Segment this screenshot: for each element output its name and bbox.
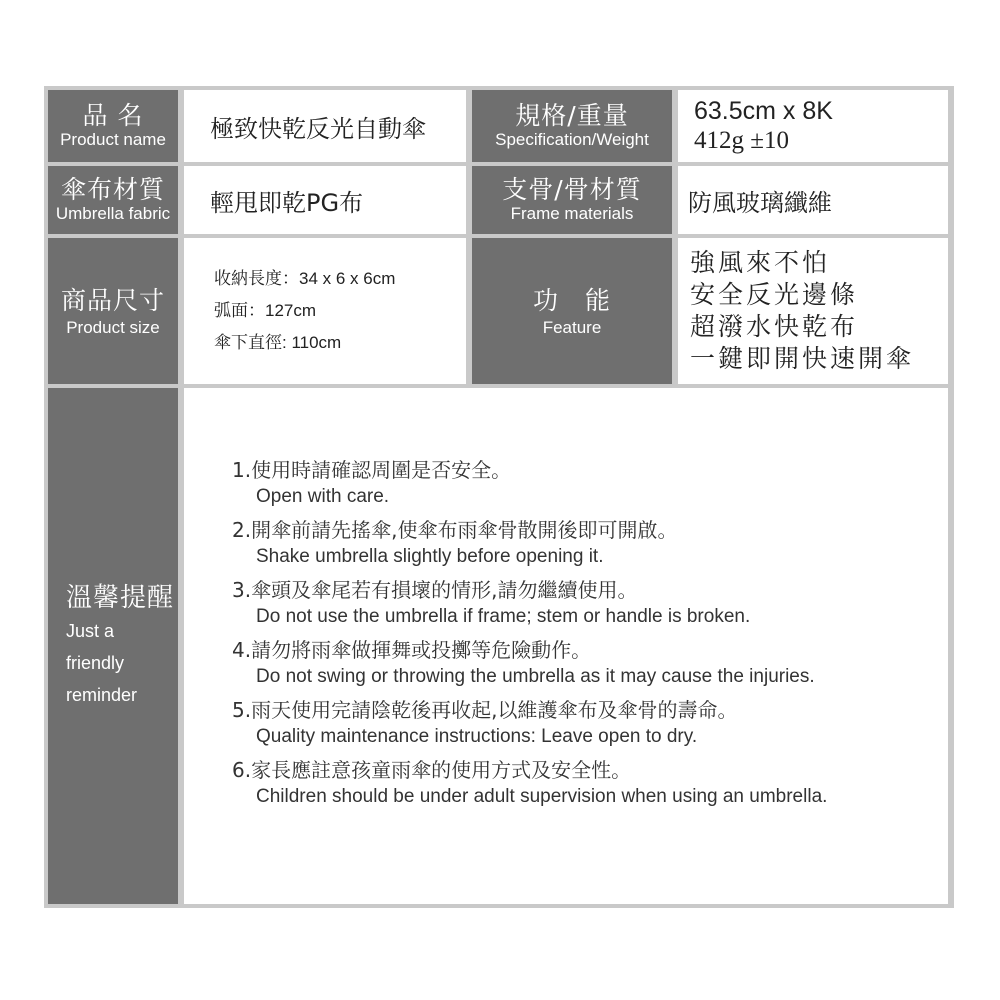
frame-materials-header (472, 166, 672, 234)
reminder-note-en: Do not use the umbrella if frame; stem or handle is broken. (256, 606, 751, 627)
reminder-note-zh: 5.雨天使用完請陰乾後再收起,以維護傘布及傘骨的壽命。 (232, 698, 738, 722)
reminder-note-en: Open with care. (256, 486, 390, 507)
product-name-header-en: Product name (60, 130, 166, 149)
reminder-header-en-line: friendly (66, 653, 125, 673)
reminder-note (232, 456, 928, 510)
reminder-header-zh: 溫馨提醒 (66, 583, 175, 613)
frame-materials-value-cell (678, 166, 948, 234)
reminder-note-zh: 4.請勿將雨傘做揮舞或投擲等危險動作。 (232, 638, 592, 662)
reminder-note-zh: 6.家長應註意孩童雨傘的使用方式及安全性。 (232, 758, 632, 782)
weight-value: 412g ±10 (694, 127, 789, 154)
product-size-lines (184, 263, 395, 359)
spec-table (44, 86, 954, 908)
umbrella-fabric-header-zh: 傘布材質 (60, 175, 165, 204)
reminder-note-en: Shake umbrella slightly before opening it. (256, 546, 604, 567)
feature-header (472, 238, 672, 384)
canopy-diameter-value: 傘下直徑: 110cm (214, 333, 342, 352)
umbrella-fabric-value-cell (184, 166, 466, 234)
spec-weight-header (472, 90, 672, 162)
product-size-header-zh: 商品尺寸 (60, 286, 165, 315)
feature-item: 安全反光邊條 (690, 280, 859, 309)
feature-header-zh: 功 能 (532, 286, 611, 315)
product-name-header (48, 90, 178, 162)
reminder-header (48, 388, 178, 904)
reminder-note-en: Quality maintenance instructions: Leave open to dry. (256, 726, 698, 747)
reminder-header-en-line: reminder (66, 685, 138, 705)
feature-value-cell (678, 238, 948, 384)
feature-item: 一鍵即開快速開傘 (690, 344, 915, 373)
product-name-value: 極致快乾反光自動傘 (210, 114, 426, 143)
frame-materials-header-en: Frame materials (510, 204, 634, 223)
reminder-note-en: Do not swing or throwing the umbrella as it may cause the injuries. (256, 666, 815, 687)
reminder-notes-list (232, 456, 928, 816)
feature-item: 超潑水快乾布 (690, 312, 859, 341)
umbrella-fabric-header (48, 166, 178, 234)
spec-weight-header-zh: 規格/重量 (515, 101, 629, 130)
product-size-header-en: Product size (66, 318, 160, 337)
reminder-note-zh: 3.傘頭及傘尾若有損壞的情形,請勿繼續使用。 (232, 578, 638, 602)
product-size-value-cell (184, 238, 466, 384)
feature-header-en: Feature (542, 318, 602, 337)
frame-materials-header-zh: 支骨/骨材質 (502, 175, 642, 204)
feature-item: 強風來不怕 (690, 248, 831, 277)
reminder-note (232, 696, 928, 750)
umbrella-fabric-header-en: Umbrella fabric (55, 204, 171, 223)
spec-weight-header-en: Specification/Weight (495, 130, 649, 149)
product-size-header (48, 238, 178, 384)
feature-list (678, 247, 914, 375)
spec-dimension-value: 63.5cm x 8K (694, 97, 833, 125)
reminder-note-en: Children should be under adult supervision when using an umbrella. (256, 786, 828, 807)
reminder-note (232, 576, 928, 630)
reminder-notes-cell (184, 388, 948, 904)
umbrella-fabric-value: 輕甩即乾PG布 (210, 188, 364, 217)
frame-materials-value: 防風玻璃纖維 (688, 188, 832, 217)
reminder-note (232, 516, 928, 570)
product-name-header-zh: 品 名 (82, 101, 144, 130)
reminder-header-en-line: Just a (66, 621, 115, 641)
product-name-value-cell (184, 90, 466, 162)
reminder-note-zh: 2.開傘前請先搖傘,使傘布雨傘骨散開後即可開啟。 (232, 518, 678, 542)
spec-weight-value-cell (678, 90, 948, 162)
arc-length-value: 弧面：127cm (214, 301, 317, 320)
reminder-note (232, 756, 928, 810)
packed-length-value: 收納長度：34 x 6 x 6cm (214, 269, 396, 288)
reminder-note-zh: 1.使用時請確認周圍是否安全。 (232, 458, 512, 482)
reminder-note (232, 636, 928, 690)
